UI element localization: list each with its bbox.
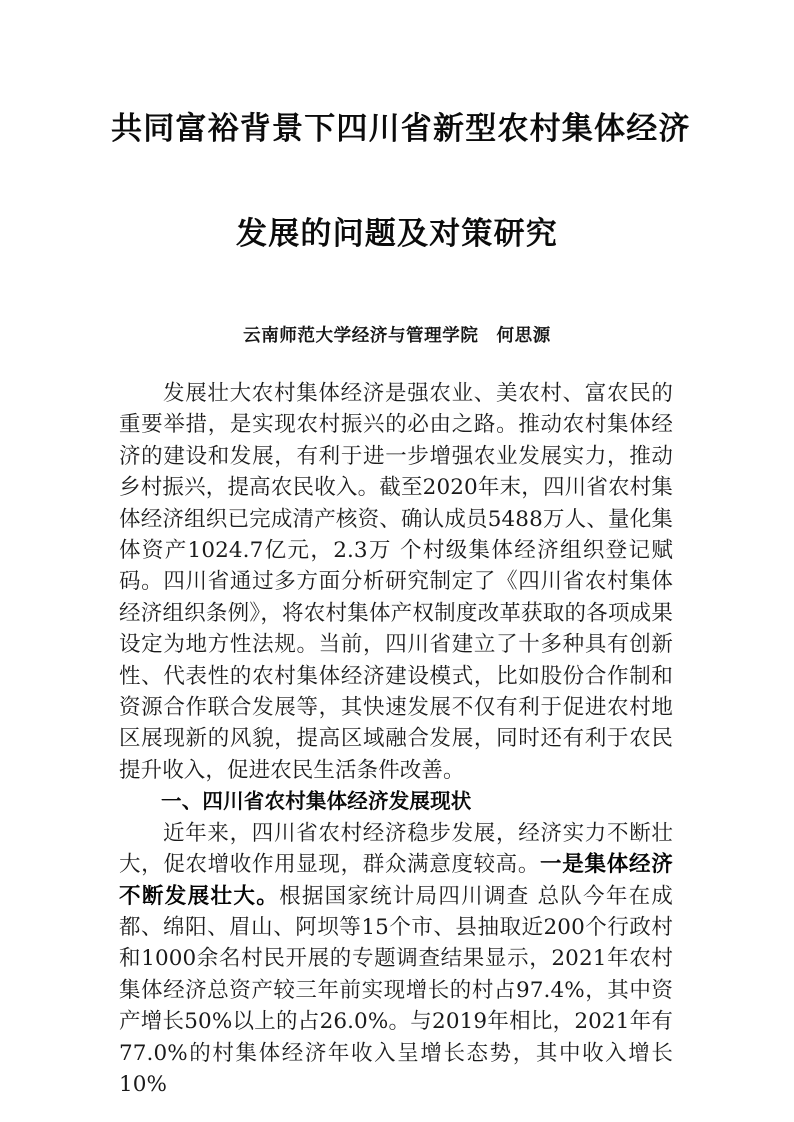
document-body	[119, 378, 673, 1100]
abstract-paragraph: 发展壮大农村集体经济是强农业、美农村、富农民的重要举措，是实现农村振兴的必由之路。推动农村集体经济的建设和发展，有利于进一步增强农业发展实力，推动乡村振兴，提高农民收入。截至2020年末，四川省农村集体经济组织已完成清产核资、确认成员5488万人、量化集体资产1024.7亿元，2.3万 个村级集体经济组织登记赋码。四川省通过多方面分析研究制定了《四川省农村集体经济组织条例》，将农村集体产权制度改革获取的各项成果设定为地方性法规。当前，四川省建立了十多种具有创新性、代表性的农村集体经济建设模式，比如股份合作制和资源合作联合发展等，其快速发展不仅有利于促进农村地区展现新的风貌，提高区域融合发展，同时还有利于农民提升收入，促进农民生活条件改善。	[119, 381, 673, 783]
section-paragraph-text-part1: 近年来，四川省农村经济稳步发展，经济实力不断壮大，促农增收作用显现，群众满意度较高。	[119, 820, 673, 878]
section-paragraph-emphasis: 一是集体经济不断发展壮大。	[119, 852, 674, 909]
author-affiliation-line: 云南师范大学经济与管理学院 何思源	[243, 326, 551, 346]
section-heading-1: 一、四川省农村集体经济发展现状	[161, 789, 472, 814]
title-block	[111, 104, 691, 259]
section-paragraph-text-part2: 根据国家统计局四川调查 总队今年在成都、绵阳、眉山、阿坝等15个市、县抽取近200个行政村和1000余名村民开展的专题调查结果显示，2021年农村集体经济总资产较三年前实现增长的村占97.4%，其中资产增长50%以上的占26.0%。与2019年相比，2021年有77.0%的村集体经济年收入呈增长态势，其中收入增长10%	[119, 883, 673, 1097]
document-title-line-1: 共同富裕背景下四川省新型农村集体经济	[111, 111, 691, 147]
document-title-line-2: 发展的问题及对策研究	[236, 216, 558, 252]
section-paragraph-1	[119, 818, 673, 1101]
